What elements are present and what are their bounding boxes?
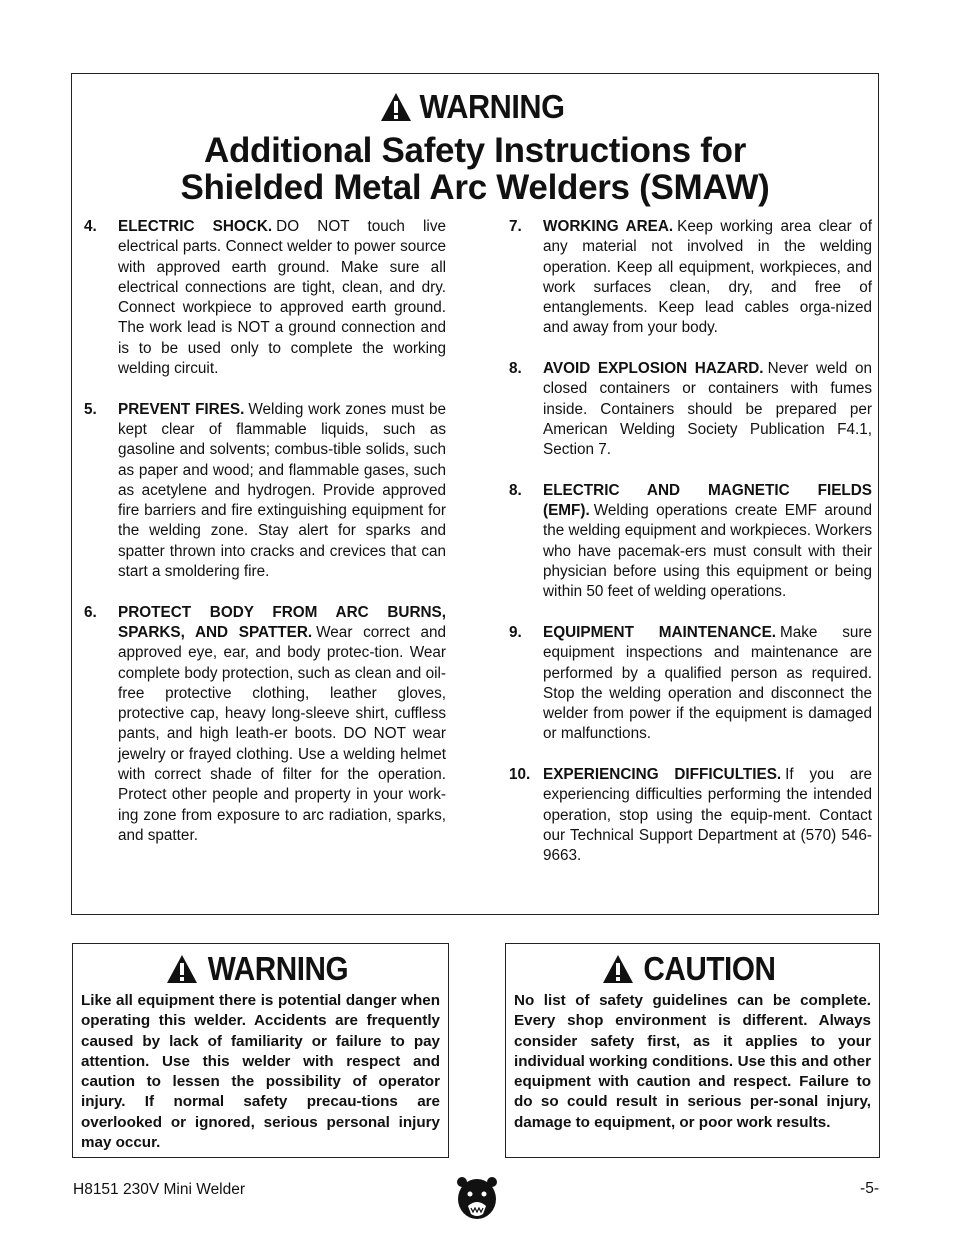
caution-box-text: No list of safety guidelines can be complete. Every shop environment is different. Always consider safety first, as it applies to your individual working conditions. Use this and other equipment with caution and respect. Failure to do so could result in serious per-sonal injury, damage to equipment, or poor work results. xyxy=(514,992,871,1131)
item-text: Keep working area clear of any material not involved in the welding operation. Keep all equipment, workpieces, and work surfaces clean, dry, and free of entanglements. Keep lead cables orga-nized and away from your body. xyxy=(543,218,873,337)
item-lead: AVOID EXPLOSION HAZARD. xyxy=(543,360,764,378)
item-number: 8. xyxy=(509,481,522,499)
warning-triangle-icon xyxy=(380,92,412,122)
list-item xyxy=(509,217,872,339)
item-lead: PREVENT FIRES. xyxy=(118,400,245,418)
warning-triangle-icon xyxy=(166,954,198,984)
list-item xyxy=(84,217,446,379)
item-lead: ELECTRIC AND MAGNETIC FIELDS (EMF). xyxy=(543,481,872,520)
item-lead: PROTECT BODY FROM ARC BURNS, SPARKS, AND SPATTER. xyxy=(118,603,446,641)
warning-box-title: WARNING xyxy=(207,950,348,987)
item-text: If you are experiencing difficulties performing the intended operation, stop using the equip-ment. Contact our Technical Support Department at (570) 546-9663. xyxy=(543,766,872,865)
list-item xyxy=(509,481,872,603)
item-lead: WORKING AREA. xyxy=(543,218,674,235)
list-item xyxy=(509,359,872,460)
list-item xyxy=(509,765,872,866)
item-number: 7. xyxy=(509,218,522,235)
list-item xyxy=(509,623,872,745)
list-item xyxy=(84,603,446,847)
footer-model: H8151 230V Mini Welder xyxy=(73,1181,246,1198)
item-text: Never weld on closed containers or containers with fumes inside. Containers should be prepared per American Welding Society Publication F4.1, Section 7. xyxy=(543,360,873,459)
item-lead: EXPERIENCING DIFFICULTIES. xyxy=(543,766,782,784)
caution-box-header xyxy=(506,950,879,988)
item-text: Wear correct and approved eye, ear, and body protec-tion. Wear complete body protection, such as clean and oil-free protective clothing, leather gloves, protective cap, heavy long-sleeve shirt, cuffless pants, and high leath-er boots. DO NOT wear jewelry or frayed clothing. Use a welding helmet with correct shade of filter for the operation. Protect other people and property in your work-ing zone from exposure to arc radiation, sparks, and spatter. xyxy=(118,623,447,844)
warning-banner xyxy=(72,88,878,126)
right-column xyxy=(509,217,872,887)
left-column xyxy=(84,217,446,867)
item-number: 6. xyxy=(84,603,97,621)
title-line-2: Shielded Metal Arc Welders (SMAW) xyxy=(180,168,770,207)
item-lead: EQUIPMENT MAINTENANCE. xyxy=(543,623,777,641)
caution-box-title: CAUTION xyxy=(643,950,776,987)
item-number: 8. xyxy=(509,360,522,378)
footer-page-number: -5- xyxy=(860,1180,879,1197)
bear-logo-icon xyxy=(456,1176,498,1222)
item-number: 4. xyxy=(84,218,97,235)
additional-safety-box xyxy=(71,73,879,915)
page-title xyxy=(72,132,878,206)
title-line-1: Additional Safety Instructions for xyxy=(203,131,747,170)
warning-box-header xyxy=(73,950,448,988)
item-number: 9. xyxy=(509,623,522,641)
caution-box xyxy=(505,943,880,1158)
item-number: 5. xyxy=(84,400,97,418)
warning-box-text: Like all equipment there is potential danger when operating this welder. Accidents are frequently caused by lack of familiarity or failure to pay attention. Use this welder with respect and caution to lessen the possibility of operator injury. If normal safety precau-tions are overlooked or ignored, serious personal injury may occur. xyxy=(81,992,440,1152)
item-number: 10. xyxy=(509,766,531,784)
header xyxy=(72,88,878,206)
item-text: Welding operations create EMF around the welding equipment and workpieces. Workers who have pacemak-ers must consult with their physician before using this equipment or being within 50 feet of welding operations. xyxy=(543,502,872,601)
item-text: Welding work zones must be kept clear of flammable liquids, such as gasoline and solvents; combus-tible solids, such as paper and wood; and flammable gases, such as acetylene and hydrogen. Provide approved fire barriers and fire extinguishing equipment for the welding zone. Stay alert for sparks and spatter thrown into cracks and crevices that can start a smoldering fire. xyxy=(118,400,446,581)
warning-triangle-icon xyxy=(602,954,634,984)
item-lead: ELECTRIC SHOCK. xyxy=(118,218,273,235)
list-item xyxy=(84,400,446,583)
item-text: DO NOT touch live electrical parts. Connect welder to power source with approved earth ground. Make sure all electrical connections are tight, clean, and dry. Connect workpiece to approved earth ground. The work lead is NOT a ground connection and is to be used only to complete the working welding circuit. xyxy=(118,218,446,378)
item-text: Make sure equipment inspections and maintenance are performed by a qualified person as required. Stop the welding operation and disconnect the welder from power if the equipment is damaged or malfunctions. xyxy=(543,623,872,743)
warning-word: WARNING xyxy=(419,88,565,125)
warning-box xyxy=(72,943,449,1158)
